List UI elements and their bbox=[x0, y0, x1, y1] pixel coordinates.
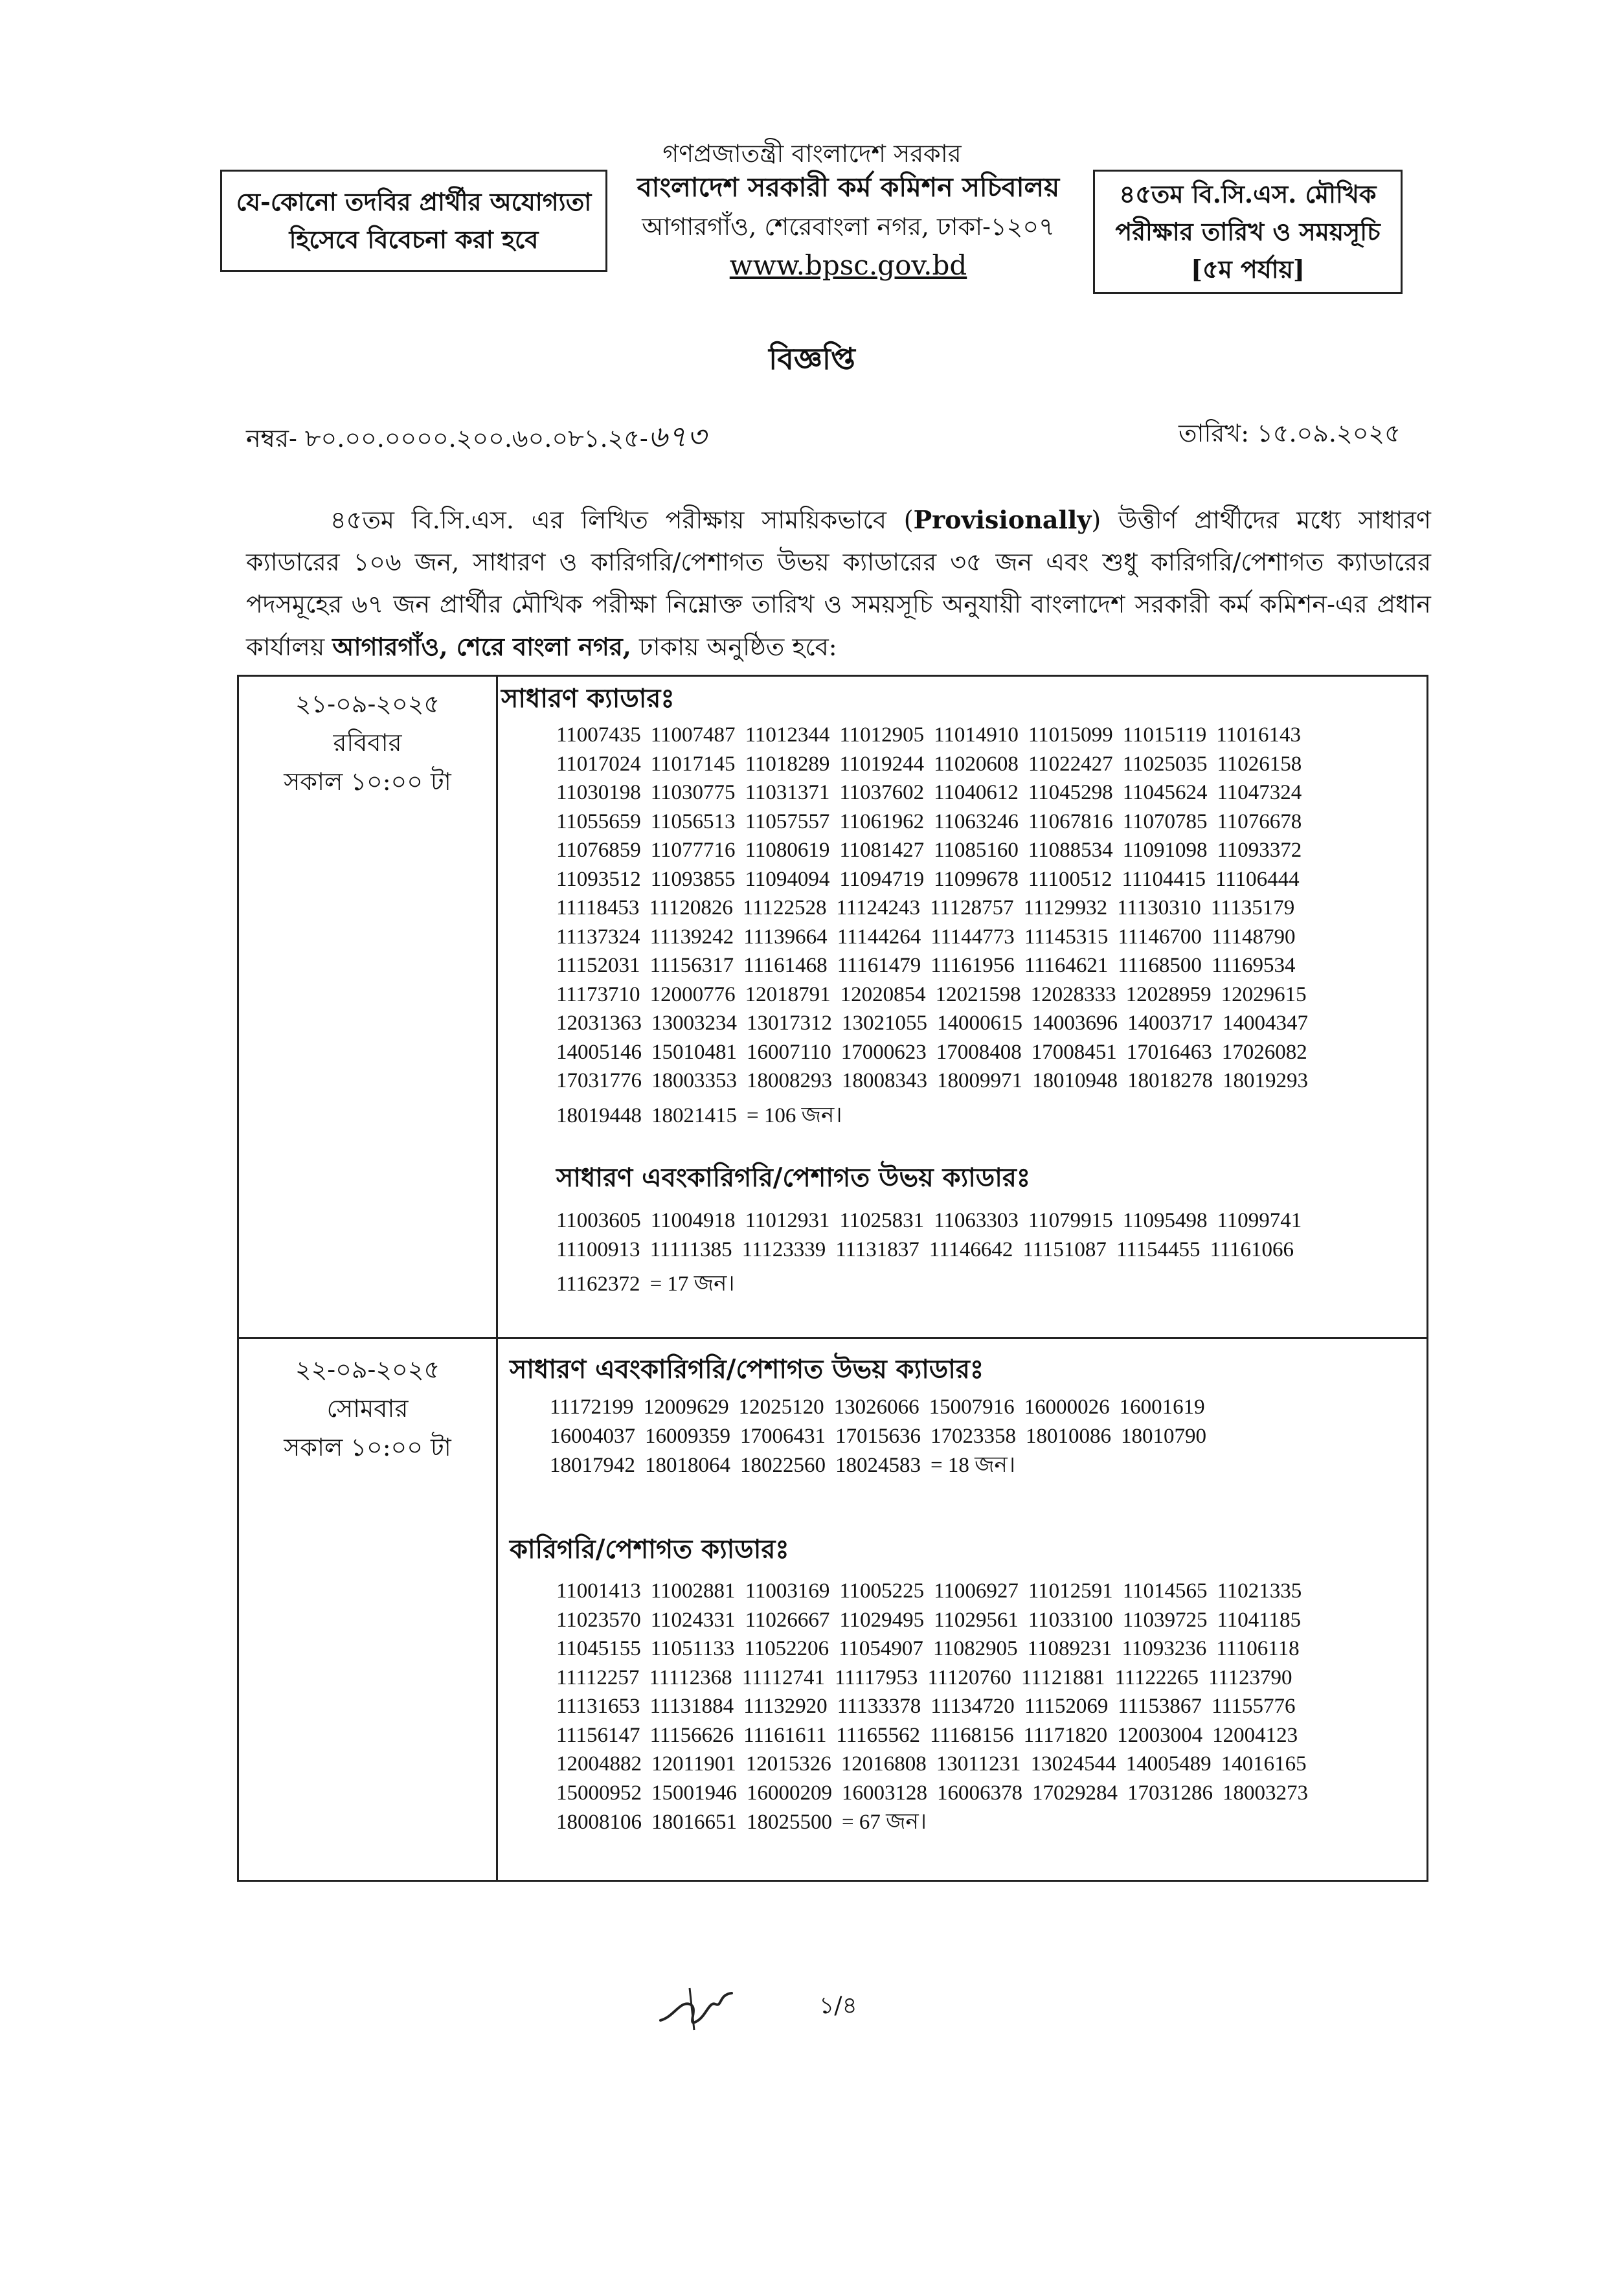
roll-number: 11161066 bbox=[1210, 1237, 1294, 1261]
roll-line bbox=[556, 1692, 1318, 1721]
roll-line bbox=[556, 894, 1318, 923]
group-heading: কারিগরি/পেশাগত ক্যাডারঃ bbox=[510, 1534, 789, 1564]
roll-number: 11070785 bbox=[1122, 809, 1208, 833]
roll-number: 11168500 bbox=[1118, 954, 1202, 977]
roll-number: 14000615 bbox=[937, 1011, 1022, 1035]
roll-number: 12020854 bbox=[840, 982, 926, 1006]
roll-number: 11002881 bbox=[650, 1579, 736, 1603]
roll-line bbox=[556, 721, 1318, 750]
roll-number: 11018289 bbox=[745, 752, 830, 776]
roll-number: 11052206 bbox=[744, 1637, 829, 1660]
roll-number: 11152031 bbox=[556, 954, 640, 977]
roll-number: 11128757 bbox=[930, 896, 1014, 920]
roll-number: 16006378 bbox=[937, 1781, 1022, 1805]
roll-number: 11093372 bbox=[1217, 839, 1302, 862]
roll-number: 11122528 bbox=[742, 896, 827, 920]
roll-number: 11012931 bbox=[745, 1209, 830, 1232]
roll-number: 11118453 bbox=[556, 896, 640, 920]
roll-number: 18019448 bbox=[556, 1103, 642, 1127]
group-heading: সাধারণ এবংকারিগরি/পেশাগত উভয় ক্যাডারঃ bbox=[510, 1354, 984, 1384]
roll-number: 11122265 bbox=[1114, 1665, 1199, 1689]
roll-number: 16000209 bbox=[747, 1781, 832, 1805]
roll-number: 11003169 bbox=[745, 1579, 830, 1603]
roll-number: 11007487 bbox=[650, 723, 736, 747]
roll-number: 12000776 bbox=[649, 982, 736, 1006]
roll-number: 12016808 bbox=[840, 1752, 927, 1776]
roll-number: 11139664 bbox=[743, 925, 828, 949]
roll-number: 11134720 bbox=[930, 1695, 1015, 1718]
roll-list bbox=[556, 1577, 1318, 1837]
roll-number: 11045624 bbox=[1122, 781, 1208, 804]
roll-number: 11131653 bbox=[556, 1695, 640, 1718]
roll-number: 11029561 bbox=[934, 1608, 1019, 1632]
roll-number: 11041185 bbox=[1217, 1608, 1302, 1632]
roll-number: 11168156 bbox=[930, 1723, 1014, 1747]
roll-number: 13003234 bbox=[651, 1011, 737, 1035]
exam-info-box bbox=[1093, 170, 1403, 294]
warning-line-1: যে-কোনো তদবির প্রার্থীর অযোগ্যতা bbox=[236, 187, 592, 216]
roll-number: 11145315 bbox=[1024, 925, 1109, 949]
roll-number: 11106118 bbox=[1216, 1637, 1300, 1660]
roll-number: 11012344 bbox=[745, 723, 830, 747]
roll-number: 11014910 bbox=[934, 723, 1019, 747]
roll-number: 14003717 bbox=[1127, 1011, 1213, 1035]
roll-number: 12031363 bbox=[556, 1011, 642, 1035]
roll-number: 16001619 bbox=[1119, 1395, 1205, 1419]
roll-number: 11161479 bbox=[837, 954, 921, 977]
roll-number: 11025035 bbox=[1122, 752, 1208, 776]
roll-number: 11132920 bbox=[743, 1695, 828, 1718]
roll-number: 11023570 bbox=[556, 1608, 641, 1632]
roll-number: 11033100 bbox=[1028, 1608, 1113, 1632]
roll-number: 12018791 bbox=[745, 982, 831, 1006]
roll-number: 11144773 bbox=[930, 925, 1015, 949]
roll-number: 11014565 bbox=[1122, 1579, 1208, 1603]
roll-number: 11082905 bbox=[932, 1637, 1018, 1660]
roll-number: 11156626 bbox=[649, 1723, 734, 1747]
roll-number: 12028333 bbox=[1030, 982, 1116, 1006]
roll-number: 11094094 bbox=[745, 867, 830, 891]
roll-number: 11045155 bbox=[556, 1637, 641, 1660]
roll-number: 12015326 bbox=[745, 1752, 831, 1776]
roll-number: 13011231 bbox=[936, 1752, 1021, 1776]
roll-number: 11129932 bbox=[1023, 896, 1108, 920]
roll-line bbox=[550, 1393, 1216, 1422]
roll-number: 11030775 bbox=[650, 781, 736, 804]
roll-number: 11099678 bbox=[934, 867, 1019, 891]
roll-number: 11024331 bbox=[650, 1608, 736, 1632]
roll-number: 11077716 bbox=[650, 839, 736, 862]
roll-number: 17031776 bbox=[556, 1069, 642, 1092]
row-divider bbox=[239, 1337, 1427, 1339]
roll-number: 12004123 bbox=[1212, 1723, 1298, 1747]
schedule-table bbox=[237, 675, 1428, 1882]
roll-number: 11085160 bbox=[934, 839, 1019, 862]
roll-number: 11039725 bbox=[1122, 1608, 1208, 1632]
roll-number: 11173710 bbox=[556, 982, 640, 1006]
roll-number: 13024544 bbox=[1030, 1752, 1116, 1776]
warning-line-2: হিসেবে বিবেচনা করা হবে bbox=[289, 225, 539, 254]
roll-number: 11112257 bbox=[556, 1665, 640, 1689]
roll-list bbox=[556, 721, 1318, 1130]
memo-number-prefix: নম্বর- ৮০.০০.০০০০.২০০.৬০.০৮১.২৫- bbox=[246, 424, 648, 453]
schedule-date-cell bbox=[239, 684, 496, 801]
roll-number: 11004918 bbox=[650, 1209, 736, 1232]
roll-number: 12011901 bbox=[651, 1752, 736, 1776]
roll-number: 11063246 bbox=[934, 809, 1019, 833]
roll-number: 11007435 bbox=[556, 723, 641, 747]
roll-number: 11026667 bbox=[745, 1608, 830, 1632]
roll-line bbox=[556, 951, 1318, 980]
roll-number: 14016165 bbox=[1221, 1752, 1307, 1776]
roll-line bbox=[556, 980, 1318, 1010]
roll-number: 11112741 bbox=[741, 1665, 825, 1689]
roll-line bbox=[556, 836, 1318, 865]
intro-text-1: ৪৫তম বি.সি.এস. এর লিখিত পরীক্ষায় সাময়িকভাবে ( bbox=[330, 506, 914, 534]
roll-line bbox=[556, 807, 1318, 837]
roll-number: 16000026 bbox=[1024, 1395, 1110, 1419]
roll-number: 11040612 bbox=[934, 781, 1019, 804]
roll-line bbox=[556, 1664, 1318, 1693]
roll-number: 18003353 bbox=[651, 1069, 737, 1092]
roll-number: 11017145 bbox=[650, 752, 736, 776]
roll-number: 11056513 bbox=[650, 809, 736, 833]
roll-number: 11093855 bbox=[650, 867, 736, 891]
roll-number: 11012591 bbox=[1028, 1579, 1113, 1603]
website-link[interactable]: www.bpsc.gov.bd bbox=[729, 249, 967, 281]
roll-number: 18024583 bbox=[835, 1454, 921, 1477]
letterhead bbox=[622, 167, 1075, 285]
roll-number: 11165562 bbox=[836, 1723, 921, 1747]
roll-number: 11154455 bbox=[1116, 1237, 1201, 1261]
roll-number: 15007916 bbox=[929, 1395, 1015, 1419]
roll-number: 11137324 bbox=[556, 925, 640, 949]
roll-number: 11037602 bbox=[839, 781, 925, 804]
roll-number: 18022560 bbox=[740, 1454, 826, 1477]
roll-number: 11030198 bbox=[556, 781, 641, 804]
roll-number: 11061962 bbox=[839, 809, 925, 833]
roll-number: 11012905 bbox=[839, 723, 925, 747]
memo-number-handwritten: ৬৭৩ bbox=[648, 419, 706, 454]
roll-number: 11161956 bbox=[930, 954, 1015, 977]
roll-number: 11123339 bbox=[741, 1237, 826, 1261]
roll-number: 11045298 bbox=[1028, 781, 1113, 804]
schedule-date-cell bbox=[239, 1350, 496, 1467]
roll-number: 17031286 bbox=[1127, 1781, 1213, 1805]
roll-number: 11067816 bbox=[1028, 809, 1113, 833]
exam-info-line-2: পরীক্ষার তারিখ ও সময়সূচি bbox=[1115, 217, 1381, 246]
group-total-unit: জন। bbox=[694, 1270, 735, 1296]
roll-list bbox=[556, 1206, 1311, 1299]
roll-number: 11095498 bbox=[1122, 1209, 1208, 1232]
notice-title: বিজ্ঞপ্তি bbox=[769, 341, 855, 376]
roll-number: 18021415 bbox=[651, 1103, 737, 1127]
roll-number: 12028959 bbox=[1125, 982, 1212, 1006]
roll-number: 11001413 bbox=[556, 1579, 641, 1603]
roll-number: 11088534 bbox=[1028, 839, 1113, 862]
roll-line bbox=[556, 1577, 1318, 1606]
group-total-count: = 17 bbox=[649, 1272, 694, 1296]
roll-number: 11015119 bbox=[1122, 723, 1207, 747]
roll-number: 11172199 bbox=[550, 1395, 634, 1419]
roll-number: 11146642 bbox=[929, 1237, 1013, 1261]
roll-number: 18008293 bbox=[747, 1069, 832, 1092]
roll-number: 11055659 bbox=[556, 809, 641, 833]
roll-number: 18018064 bbox=[645, 1454, 730, 1477]
roll-number: 11130310 bbox=[1117, 896, 1201, 920]
roll-number: 18003273 bbox=[1223, 1781, 1308, 1805]
roll-number: 15010481 bbox=[651, 1040, 737, 1064]
roll-number: 11080619 bbox=[745, 839, 830, 862]
roll-line bbox=[556, 1206, 1311, 1236]
roll-line bbox=[556, 1038, 1318, 1067]
roll-number: 11164621 bbox=[1024, 954, 1109, 977]
roll-line bbox=[550, 1422, 1216, 1451]
roll-number: 18010086 bbox=[1026, 1424, 1111, 1448]
group-total-unit: জন। bbox=[801, 1101, 842, 1128]
roll-number: 12004882 bbox=[556, 1752, 642, 1776]
intro-text-2: ) উত্তীর্ণ প্রার্থীদের মধ্যে সাধারণ ক্যাডারের ১০৬ জন, সাধারণ ও কারিগরি/পেশাগত উভয় ক্যাডারের ৩৫ জন এবং শুধু কারিগরি/পেশাগত ক্যাডারের পদসমূহের ৬৭ জন প্রার্থীর মৌখিক পরীক্ষা নিম্নোক্ত তারিখ ও সময়সূচি অনুযায়ী বাংলাদেশ সরকারী কর্ম কমিশন-এর প্রধান কার্যালয় bbox=[246, 506, 1431, 661]
roll-number: 11151087 bbox=[1022, 1237, 1107, 1261]
roll-number: 11144264 bbox=[837, 925, 921, 949]
roll-number: 17023358 bbox=[930, 1424, 1016, 1448]
roll-number: 15000952 bbox=[556, 1781, 642, 1805]
roll-line bbox=[556, 1009, 1318, 1038]
roll-number: 11100512 bbox=[1028, 867, 1112, 891]
roll-number: 11112368 bbox=[649, 1665, 732, 1689]
roll-number: 11016143 bbox=[1216, 723, 1302, 747]
exam-info-line-1: ৪৫তম বি.সি.এস. মৌখিক bbox=[1119, 179, 1377, 209]
group-total-count: = 67 bbox=[842, 1811, 886, 1834]
roll-number: 16003128 bbox=[842, 1781, 927, 1805]
intro-paragraph bbox=[246, 499, 1431, 668]
roll-number: 11081427 bbox=[839, 839, 925, 862]
roll-number: 11139242 bbox=[649, 925, 734, 949]
roll-number: 11111385 bbox=[649, 1237, 732, 1261]
roll-number: 11005225 bbox=[839, 1579, 925, 1603]
roll-number: 16007110 bbox=[747, 1040, 831, 1064]
roll-line bbox=[556, 1721, 1318, 1750]
roll-number: 11169534 bbox=[1211, 954, 1296, 977]
roll-number: 11120760 bbox=[927, 1665, 1011, 1689]
group-total-count: = 18 bbox=[930, 1454, 975, 1477]
roll-number: 13017312 bbox=[747, 1011, 832, 1035]
roll-number: 11124243 bbox=[836, 896, 921, 920]
memo-date: তারিখ: ১৫.০৯.২০২৫ bbox=[1179, 419, 1401, 447]
roll-line bbox=[556, 923, 1318, 952]
roll-line bbox=[556, 1634, 1318, 1664]
roll-number: 11121881 bbox=[1021, 1665, 1105, 1689]
roll-number: 16004037 bbox=[550, 1424, 635, 1448]
roll-number: 18008106 bbox=[556, 1811, 642, 1834]
roll-number: 11123790 bbox=[1208, 1665, 1292, 1689]
roll-number: 11131884 bbox=[649, 1695, 734, 1718]
roll-number: 18010790 bbox=[1121, 1424, 1206, 1448]
roll-number: 17006431 bbox=[740, 1424, 826, 1448]
roll-number: 11100913 bbox=[556, 1237, 640, 1261]
roll-number: 15001946 bbox=[651, 1781, 737, 1805]
roll-number: 11022427 bbox=[1028, 752, 1113, 776]
roll-number: 11020608 bbox=[934, 752, 1019, 776]
roll-number: 17000623 bbox=[840, 1040, 927, 1064]
roll-number: 12021598 bbox=[935, 982, 1021, 1006]
roll-number: 11161611 bbox=[743, 1723, 827, 1747]
roll-number: 12029615 bbox=[1221, 982, 1307, 1006]
roll-number: 11025831 bbox=[839, 1209, 925, 1232]
roll-line bbox=[556, 1807, 1318, 1837]
roll-number: 11047324 bbox=[1217, 781, 1302, 804]
roll-number: 17008408 bbox=[936, 1040, 1022, 1064]
roll-number: 14005489 bbox=[1125, 1752, 1212, 1776]
roll-number: 11171820 bbox=[1023, 1723, 1108, 1747]
roll-number: 11017024 bbox=[556, 752, 641, 776]
exam-time: সকাল ১০:০০ টা bbox=[284, 1433, 451, 1462]
roll-number: 18010948 bbox=[1032, 1069, 1118, 1092]
roll-number: 14003696 bbox=[1032, 1011, 1118, 1035]
group-total-unit: জন। bbox=[886, 1809, 927, 1834]
group-total-unit: জন। bbox=[975, 1452, 1015, 1478]
roll-number: 11133378 bbox=[837, 1695, 921, 1718]
roll-number: 12009629 bbox=[643, 1395, 729, 1419]
roll-number: 11117953 bbox=[834, 1665, 918, 1689]
roll-number: 17008451 bbox=[1031, 1040, 1117, 1064]
page-number: ১/৪ bbox=[819, 1992, 857, 2019]
roll-line bbox=[556, 1779, 1318, 1808]
exam-day: রবিবার bbox=[333, 728, 402, 757]
group-heading: সাধারণ এবংকারিগরি/পেশাগত উভয় ক্যাডারঃ bbox=[556, 1162, 1031, 1193]
intro-venue: আগারগাঁও, শেরে বাংলা নগর, bbox=[332, 632, 631, 661]
roll-number: 11135179 bbox=[1210, 896, 1295, 920]
roll-line bbox=[556, 750, 1318, 779]
roll-list bbox=[550, 1393, 1216, 1480]
roll-line bbox=[556, 1269, 1311, 1299]
roll-number: 11094719 bbox=[839, 867, 925, 891]
roll-number: 11029495 bbox=[839, 1608, 925, 1632]
roll-number: 11161468 bbox=[743, 954, 828, 977]
roll-number: 13021055 bbox=[842, 1011, 927, 1035]
roll-number: 11076859 bbox=[556, 839, 641, 862]
exam-time: সকাল ১০:০০ টা bbox=[284, 767, 451, 796]
roll-number: 11104415 bbox=[1122, 867, 1206, 891]
roll-number: 11063303 bbox=[934, 1209, 1019, 1232]
roll-line bbox=[556, 1101, 1318, 1131]
roll-number: 11031371 bbox=[745, 781, 830, 804]
roll-number: 11003605 bbox=[556, 1209, 641, 1232]
roll-line bbox=[556, 1750, 1318, 1779]
roll-number: 11148790 bbox=[1211, 925, 1296, 949]
roll-number: 18018278 bbox=[1127, 1069, 1213, 1092]
roll-number: 18009971 bbox=[937, 1069, 1022, 1092]
roll-number: 11091098 bbox=[1122, 839, 1208, 862]
roll-number: 11093236 bbox=[1122, 1637, 1207, 1660]
group-total-count: = 106 bbox=[747, 1103, 802, 1127]
roll-line bbox=[556, 1236, 1311, 1265]
roll-number: 11057557 bbox=[745, 809, 830, 833]
roll-number: 18017942 bbox=[550, 1454, 635, 1477]
roll-number: 16009359 bbox=[645, 1424, 730, 1448]
roll-line bbox=[556, 865, 1318, 894]
roll-number: 17029284 bbox=[1032, 1781, 1118, 1805]
roll-number: 14004347 bbox=[1223, 1011, 1308, 1035]
organization-name: বাংলাদেশ সরকারী কর্ম কমিশন সচিবালয় bbox=[637, 172, 1060, 203]
organization-address: আগারগাঁও, শেরেবাংলা নগর, ঢাকা-১২০৭ bbox=[642, 212, 1055, 241]
roll-number: 11006927 bbox=[934, 1579, 1019, 1603]
roll-number: 11120826 bbox=[649, 896, 733, 920]
roll-number: 11089231 bbox=[1027, 1637, 1112, 1660]
roll-number: 11156317 bbox=[649, 954, 734, 977]
roll-number: 11051133 bbox=[650, 1637, 735, 1660]
column-divider bbox=[496, 677, 498, 1880]
government-line: গণপ্রজাতন্ত্রী বাংলাদেশ সরকার bbox=[662, 139, 962, 168]
roll-number: 11153867 bbox=[1118, 1695, 1202, 1718]
roll-number: 11131837 bbox=[835, 1237, 919, 1261]
roll-number: 11099741 bbox=[1217, 1209, 1302, 1232]
roll-number: 17016463 bbox=[1126, 1040, 1212, 1064]
roll-number: 11162372 bbox=[556, 1272, 640, 1296]
roll-line bbox=[556, 1067, 1318, 1096]
roll-number: 11155776 bbox=[1211, 1695, 1296, 1718]
exam-info-line-3: [৫ম পর্যায়] bbox=[1190, 254, 1305, 284]
intro-provisionally: Provisionally bbox=[913, 505, 1092, 534]
roll-line bbox=[556, 778, 1318, 807]
roll-number: 11146700 bbox=[1118, 925, 1202, 949]
roll-number: 11079915 bbox=[1028, 1209, 1113, 1232]
roll-number: 17015636 bbox=[835, 1424, 921, 1448]
roll-number: 18016651 bbox=[651, 1811, 737, 1834]
roll-number: 11093512 bbox=[556, 867, 641, 891]
roll-number: 12025120 bbox=[738, 1395, 824, 1419]
exam-date: ২১-০৯-২০২৫ bbox=[295, 690, 440, 718]
exam-day: সোমবার bbox=[326, 1394, 409, 1423]
roll-number: 11106444 bbox=[1215, 867, 1300, 891]
roll-number: 11054907 bbox=[839, 1637, 923, 1660]
roll-number: 11015099 bbox=[1028, 723, 1113, 747]
roll-number: 11026158 bbox=[1217, 752, 1302, 776]
roll-number: 11019244 bbox=[839, 752, 925, 776]
roll-number: 12003004 bbox=[1117, 1723, 1203, 1747]
roll-line bbox=[550, 1451, 1216, 1480]
roll-number: 17026082 bbox=[1221, 1040, 1307, 1064]
roll-number: 11152069 bbox=[1024, 1695, 1109, 1718]
roll-number: 18008343 bbox=[842, 1069, 927, 1092]
memo-number bbox=[246, 414, 706, 464]
signature-mark bbox=[654, 1981, 738, 2033]
group-heading: সাধারণ ক্যাডারঃ bbox=[501, 683, 675, 714]
roll-number: 11076678 bbox=[1217, 809, 1302, 833]
warning-box bbox=[220, 170, 607, 272]
exam-date: ২২-০৯-২০২৫ bbox=[295, 1355, 440, 1384]
roll-number: 18019293 bbox=[1223, 1069, 1308, 1092]
roll-line bbox=[556, 1606, 1318, 1635]
roll-number: 11021335 bbox=[1217, 1579, 1302, 1603]
intro-text-3: ঢাকায় অনুষ্ঠিত হবে: bbox=[631, 633, 837, 661]
roll-number: 13026066 bbox=[833, 1395, 919, 1419]
roll-number: 11156147 bbox=[556, 1723, 640, 1747]
roll-number: 14005146 bbox=[556, 1040, 642, 1064]
roll-number: 18025500 bbox=[747, 1811, 832, 1834]
